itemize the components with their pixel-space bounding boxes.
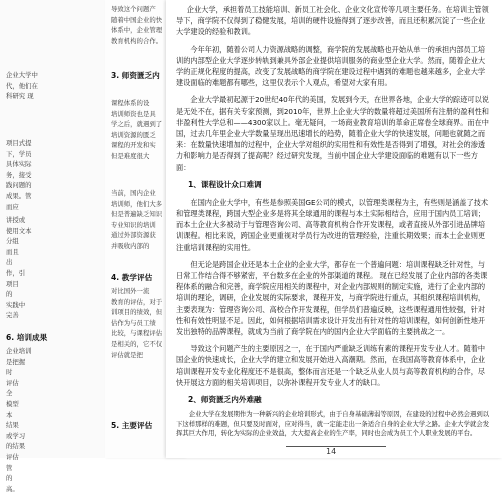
front-paragraph: 今年年初，随着公司人力资源战略的调整，商学院的发展战略也开始从单一的承担内部员工培训的内部型企业大学逐步转轨到兼具外部企业提供培训服务的商业型企业大学。然而，随着企业大学的正规化程度的提高，改变了发展战略的商学院在建设过程中遇到的难题也越来越多，企业大学建设面临的难题都有哪些，这里仅表示个人观点，希望对大家有用。 (176, 44, 486, 88)
front-content (176, 4, 492, 439)
front-paragraph: 企业大学，承担着员工技能培训、新员工社会化、企业文化宣传等几项主要任务。在培训主管领导下，商学院不仅得到了稳健发展，培训的硬件设施得到了逐步改善，而且还积累沉淀了一些企业大学建设的经验和教训。 (176, 5, 489, 37)
fragment-text: 企业大学中 代，他们在 科研究 现 (6, 71, 38, 101)
front-paragraph: 在国内企业大学中，有些是参照美国GE公司的模式，以管理类课程为主，有些则是涵盖了技术和管理类课程，跨国大型企业多是将其全球通用的课程与本土实际相结合，应用于国内员工培训；而本土企业大多被动于与管理咨询公司、高等教育机构合作开发课程，或者直接从外部引进品牌培训课程。相比来说，跨国企业更重视对学员行为改进的管理经验，注重长期效果；而本土企业则更注重培训课程的实用性。 (176, 197, 489, 252)
fragment-heading: 6. 培训成果 (6, 333, 48, 342)
document-page-front (166, 0, 502, 458)
fragment-heading: 3. 师资匮乏内 (111, 71, 160, 80)
front-paragraph: 导致这个问题产生的主要原因之一，在于国内严重缺乏训练有素的课程开发专业人才。随着中国企业的快速成长，企业大学的建立和发展开始进入高潮期。然而，在我国高等教育体系中，企业培训课程开发专业化程度还不是很高，整体而言还是一个缺乏从业人员与高等教育机构的合作，尽快开展这方面的相关培训项目，以弥补课程开发专业人才的缺口。 (176, 344, 486, 387)
front-paragraph: 企业大学在发展期作为一种新兴的企业培训形式，由于自身基础薄弱等原因，在建设的过程中必然会遇到以下这样那样的难题，但只要及时面对，应对得当，就一定能走出一条适合自身的企业大学之路。企业大学就会发挥其巨大作用，转化为实际的企业效益，大大提高企业的生产率，同时也会成为员工个人职业发展的平台。 (176, 410, 490, 438)
page-number: 14 (326, 447, 337, 456)
fragment-text: 企业培训 是把握 时 评估 全 模型 本 结果 或学习 的结果 评估 管 的 高。 (6, 347, 32, 493)
fragment-text: 项目式提 下，学员 具体实际 务，接受 践问题的 成果。管 而应 (6, 139, 32, 211)
fragment-text: 当前，国内企业 培训师，他们大多 但是普遍缺乏知识 专业知识的培训 通过外部资源获 并吸收内部的 (111, 189, 163, 250)
section-heading-2: 2、师资匮乏内外难融 (188, 395, 262, 405)
fragment-text: 课程体系的设 培训师资也是具 学之后，就遇到了 培训资源的匮乏 课程的开发和实 但是难度很大 (111, 99, 163, 160)
fragment-heading: 5. 主要评估 (111, 421, 153, 430)
front-paragraph: 但无论是跨国企业还是本土企业的企业大学，都存在一个普遍问题：培训课程缺乏针对性，与日常工作结合得不够紧密，平台数多在企业的外部渠道的课程。 现在已经发展了企业内部的各类课程体系的融合和完善，商学院应用相关的课程中，对企业内部规则的制定实施，进行了企业内部的培训的理论，调研，企业发展的实际要求，课程开发，与商学院进行重点，其组织课程培训机构，主要表现为：管理咨询公司、高校合作开发课程，但学员们普遍反映，这些课程通用性较强，针对性和有效性明显不足。因此，如何根据培训需求设计开发出有针对性的培训课程，如何创新性地开发出独特的品牌课程，就成为当前了商学院在内的国内企业大学面临的主要挑战之一。 (176, 259, 488, 337)
section-heading-1: 1、课程设计众口难调 (188, 179, 262, 189)
fragment-heading: 4. 教学评估 (111, 273, 153, 282)
fragment-text: 讲授或 使用文本 分组 而且 出 作，引 项目 的 实践中 完善 (6, 216, 32, 320)
fragment-text: 对比国外一流 教育的评估，对于 训项目的绩效，但 估作为与员工绩 比较，与课程评估 是相关的，它不仅 评估就是把 (111, 287, 163, 359)
front-paragraph: 企业大学最初起源于20世纪40年代的美国，发展到今天，在世界各地，企业大学的踪迹可以说是无处不在，据有关专家预测，到2010年，世界上企业大学的数量将超过美国所有注册的盈利性和非盈利性大学总和——4300家以上。毫无疑问，一场商业教育培训的革命正席卷全球商界。而在中国，过去几年里企业大学数量呈现出迅速增长的趋势，随着企业大学的快速发展，问题也就随之而来：在数量快速增加的过程中，企业大学对组织的实用性和有效性是否得到了增强，对社会的渗透力和影响力是否得到了提高呢？经过研究发现，当前中国企业大学建设面临的难题有以下一些方面： (176, 95, 489, 172)
fragment-text: 导致这个问题产 随着中国企业的快 体系中，企业管理 教育机构的合作。 (111, 5, 163, 45)
